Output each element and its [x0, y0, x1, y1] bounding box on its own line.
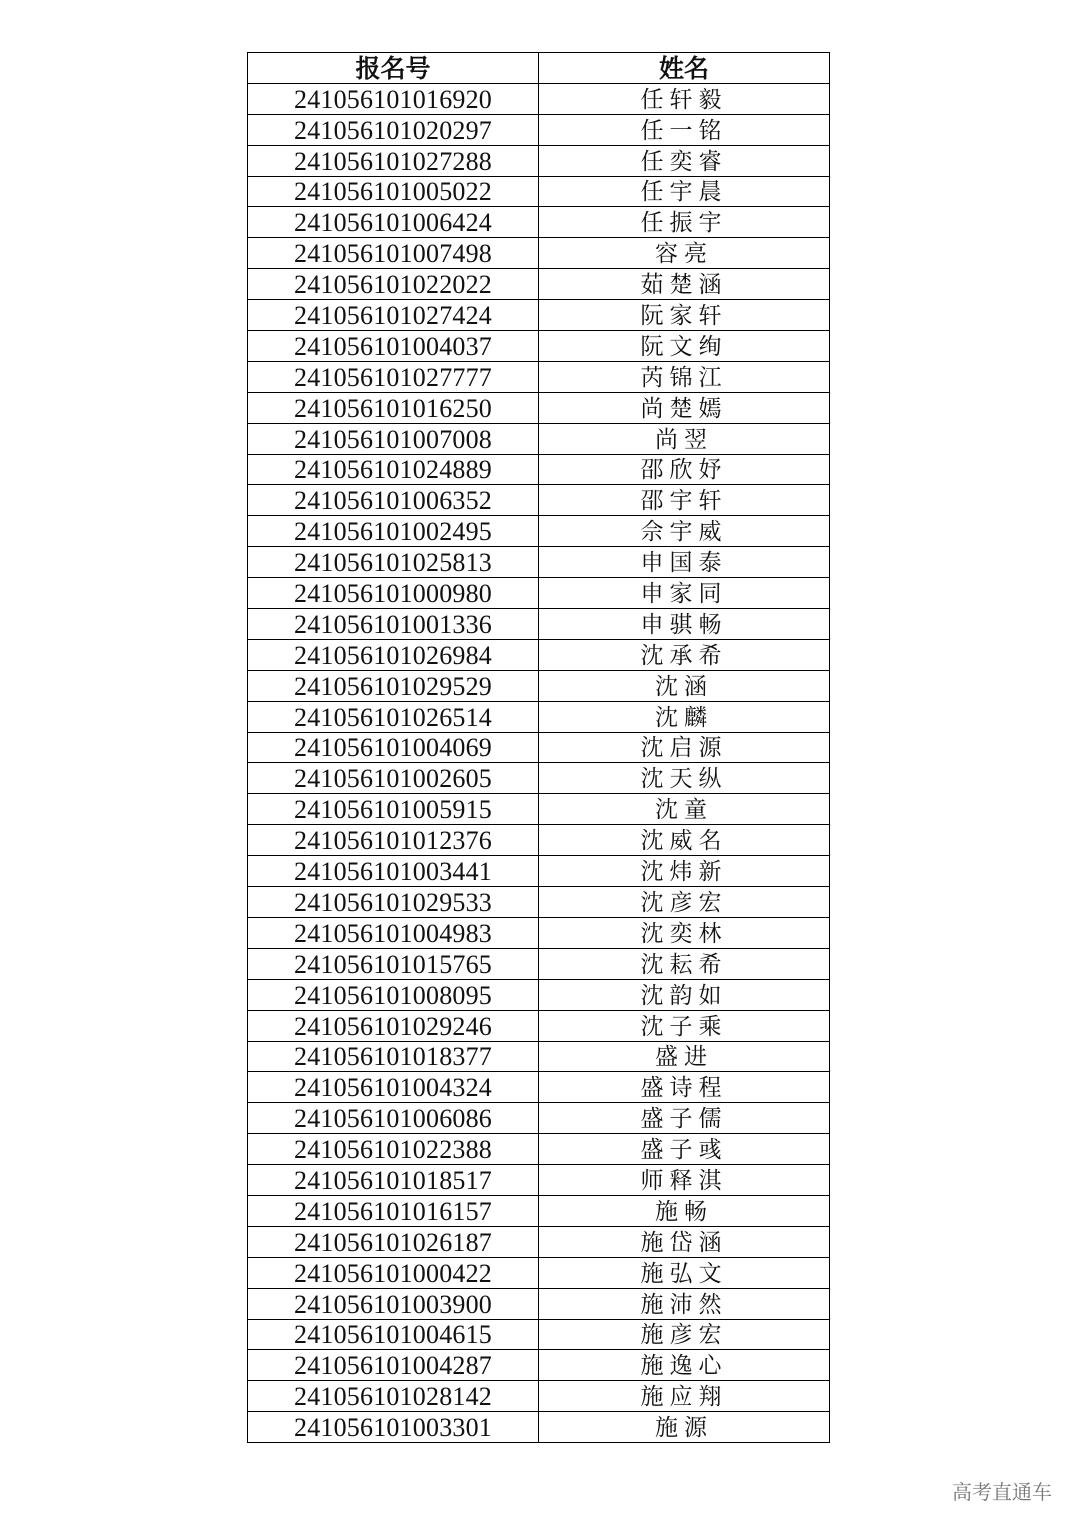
registration-number-cell: 241056101006086	[248, 1103, 539, 1134]
table-row	[248, 1350, 830, 1381]
registration-number-cell: 241056101018377	[248, 1041, 539, 1072]
name-cell: 沈麟	[539, 701, 830, 732]
name-cell: 沈炜新	[539, 856, 830, 887]
name-cell: 沈韵如	[539, 979, 830, 1010]
name-cell: 施畅	[539, 1195, 830, 1226]
watermark-text: 高考直通车	[952, 1480, 1052, 1504]
name-cell: 施源	[539, 1412, 830, 1443]
registration-number-cell: 241056101029529	[248, 670, 539, 701]
results-table	[247, 52, 830, 1443]
table-row	[248, 670, 830, 701]
registration-number-cell: 241056101004983	[248, 917, 539, 948]
name-cell: 沈彦宏	[539, 887, 830, 918]
name-cell: 施沛然	[539, 1288, 830, 1319]
name-cell: 佘宇威	[539, 516, 830, 547]
table-row	[248, 485, 830, 516]
table-row	[248, 732, 830, 763]
table-row	[248, 516, 830, 547]
registration-number-cell: 241056101025813	[248, 547, 539, 578]
registration-number-cell: 241056101027288	[248, 145, 539, 176]
name-cell: 茹楚涵	[539, 269, 830, 300]
name-cell: 容亮	[539, 238, 830, 269]
name-cell: 阮家轩	[539, 300, 830, 331]
table-row	[248, 114, 830, 145]
name-cell: 沈威名	[539, 825, 830, 856]
table-row	[248, 917, 830, 948]
name-cell: 尚翌	[539, 423, 830, 454]
name-cell: 施彦宏	[539, 1319, 830, 1350]
name-cell: 沈天纵	[539, 763, 830, 794]
table-row	[248, 701, 830, 732]
table-row	[248, 825, 830, 856]
registration-number-cell: 241056101004324	[248, 1072, 539, 1103]
registration-number-cell: 241056101005022	[248, 176, 539, 207]
table-row	[248, 176, 830, 207]
name-cell: 施逸心	[539, 1350, 830, 1381]
registration-number-cell: 241056101028142	[248, 1381, 539, 1412]
registration-number-cell: 241056101029246	[248, 1010, 539, 1041]
name-cell: 施应翔	[539, 1381, 830, 1412]
table-header-row	[248, 53, 830, 84]
name-cell: 任宇晨	[539, 176, 830, 207]
registration-number-cell: 241056101004069	[248, 732, 539, 763]
registration-number-cell: 241056101022022	[248, 269, 539, 300]
registration-number-cell: 241056101022388	[248, 1134, 539, 1165]
name-cell: 任轩毅	[539, 83, 830, 114]
table-row	[248, 1381, 830, 1412]
table-row	[248, 423, 830, 454]
table-row	[248, 1072, 830, 1103]
name-cell: 施弘文	[539, 1257, 830, 1288]
table-row	[248, 1412, 830, 1443]
table-row	[248, 1319, 830, 1350]
name-cell: 申骐畅	[539, 609, 830, 640]
registration-number-cell: 241056101012376	[248, 825, 539, 856]
registration-number-cell: 241056101003301	[248, 1412, 539, 1443]
registration-number-cell: 241056101002605	[248, 763, 539, 794]
registration-number-cell: 241056101016250	[248, 392, 539, 423]
name-cell: 任一铭	[539, 114, 830, 145]
name-cell: 申家同	[539, 578, 830, 609]
name-cell: 沈启源	[539, 732, 830, 763]
registration-number-cell: 241056101026187	[248, 1226, 539, 1257]
table-row	[248, 361, 830, 392]
name-cell: 阮文绚	[539, 331, 830, 362]
registration-number-cell: 241056101020297	[248, 114, 539, 145]
table-row	[248, 856, 830, 887]
name-cell: 盛子彧	[539, 1134, 830, 1165]
registration-number-cell: 241056101008095	[248, 979, 539, 1010]
registration-number-cell: 241056101015765	[248, 948, 539, 979]
registration-number-cell: 241056101001336	[248, 609, 539, 640]
name-cell: 师释淇	[539, 1165, 830, 1196]
table-row	[248, 1288, 830, 1319]
name-cell: 沈子乘	[539, 1010, 830, 1041]
registration-number-cell: 241056101004037	[248, 331, 539, 362]
header-registration-number: 报名号	[248, 53, 539, 84]
table-row	[248, 145, 830, 176]
table-row	[248, 300, 830, 331]
registration-number-cell: 241056101006424	[248, 207, 539, 238]
table-row	[248, 207, 830, 238]
table-body	[248, 83, 830, 1442]
registration-number-cell: 241056101007498	[248, 238, 539, 269]
table-row	[248, 1134, 830, 1165]
name-cell: 申国泰	[539, 547, 830, 578]
table-row	[248, 1010, 830, 1041]
table-row	[248, 887, 830, 918]
table-row	[248, 1103, 830, 1134]
name-cell: 任振宇	[539, 207, 830, 238]
name-cell: 沈涵	[539, 670, 830, 701]
name-cell: 施岱涵	[539, 1226, 830, 1257]
header-name: 姓名	[539, 53, 830, 84]
table-row	[248, 392, 830, 423]
name-cell: 沈童	[539, 794, 830, 825]
registration-number-cell: 241056101002495	[248, 516, 539, 547]
registration-number-cell: 241056101003441	[248, 856, 539, 887]
name-cell: 盛子儒	[539, 1103, 830, 1134]
table-row	[248, 609, 830, 640]
table-row	[248, 547, 830, 578]
table-row	[248, 1257, 830, 1288]
table-row	[248, 1195, 830, 1226]
name-cell: 沈承希	[539, 639, 830, 670]
table-row	[248, 1041, 830, 1072]
name-cell: 沈奕林	[539, 917, 830, 948]
name-cell: 芮锦江	[539, 361, 830, 392]
name-cell: 邵宇轩	[539, 485, 830, 516]
table-row	[248, 454, 830, 485]
table-row	[248, 83, 830, 114]
registration-number-cell: 241056101027777	[248, 361, 539, 392]
table-row	[248, 1165, 830, 1196]
table-row	[248, 269, 830, 300]
registration-number-cell: 241056101029533	[248, 887, 539, 918]
table-row	[248, 948, 830, 979]
name-cell: 盛诗程	[539, 1072, 830, 1103]
results-table-container	[247, 52, 830, 1443]
table-row	[248, 1226, 830, 1257]
name-cell: 任奕睿	[539, 145, 830, 176]
registration-number-cell: 241056101006352	[248, 485, 539, 516]
registration-number-cell: 241056101024889	[248, 454, 539, 485]
name-cell: 沈耘希	[539, 948, 830, 979]
table-row	[248, 639, 830, 670]
table-row	[248, 331, 830, 362]
name-cell: 邵欣妤	[539, 454, 830, 485]
registration-number-cell: 241056101027424	[248, 300, 539, 331]
registration-number-cell: 241056101026984	[248, 639, 539, 670]
table-row	[248, 238, 830, 269]
registration-number-cell: 241056101000980	[248, 578, 539, 609]
registration-number-cell: 241056101000422	[248, 1257, 539, 1288]
registration-number-cell: 241056101016157	[248, 1195, 539, 1226]
name-cell: 尚楚嫣	[539, 392, 830, 423]
registration-number-cell: 241056101003900	[248, 1288, 539, 1319]
table-row	[248, 763, 830, 794]
registration-number-cell: 241056101026514	[248, 701, 539, 732]
registration-number-cell: 241056101004287	[248, 1350, 539, 1381]
registration-number-cell: 241056101007008	[248, 423, 539, 454]
registration-number-cell: 241056101004615	[248, 1319, 539, 1350]
table-row	[248, 794, 830, 825]
table-row	[248, 578, 830, 609]
registration-number-cell: 241056101016920	[248, 83, 539, 114]
registration-number-cell: 241056101005915	[248, 794, 539, 825]
table-row	[248, 979, 830, 1010]
name-cell: 盛进	[539, 1041, 830, 1072]
registration-number-cell: 241056101018517	[248, 1165, 539, 1196]
